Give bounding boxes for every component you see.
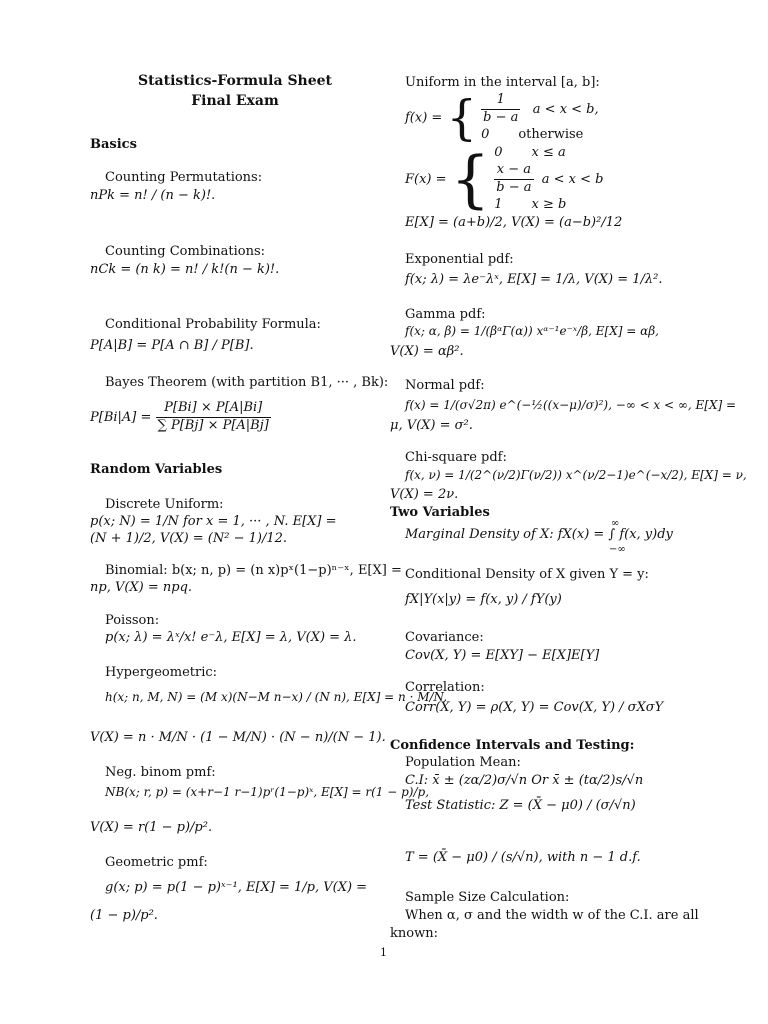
uniform-pdf-case1-den: b − a [483,109,519,125]
cond-prob-label: Conditional Probability Formula: [105,317,321,332]
ci-formula: C.I: x̄ ± (zα/2)σ/√n Or x̄ ± (tα/2)s/√n [405,773,644,788]
binomial-formula-2: np, V(X) = npq. [90,580,193,595]
bayes-denominator: ∑ P[Bj] × P[A|Bj] [157,417,269,433]
covariance-label: Covariance: [405,630,484,645]
uniform-cdf-case1-cond: x ≤ a [531,145,566,160]
gamma-formula-2: V(X) = αβ². [390,344,464,359]
uniform-cdf-case3-cond: x ≥ b [531,196,567,212]
sample-size-text-1: When α, σ and the width w of the C.I. are all [405,908,699,923]
uniform-cdf-case2-num: x − a [494,162,533,180]
uniform-label: Uniform in the interval [a, b]: [405,75,600,90]
page-number: 1 [380,946,387,959]
uniform-cdf-case2-cond: a < x < b [541,171,604,187]
two-variables-heading: Two Variables [390,505,490,520]
population-mean-label: Population Mean: [405,755,521,770]
uniform-cdf [405,142,604,216]
hypergeometric-formula-1: h(x; n, M, N) = (M x)(N−M n−x) / (N n), E[X] = n · M/N, [105,690,448,704]
chi-square-formula-2: V(X) = 2ν. [390,487,459,502]
neg-binom-label: Neg. binom pmf: [105,765,216,780]
uniform-cdf-case2-den: b − a [496,179,532,195]
normal-formula-1: f(x) = 1/(σ√2π) e^(−½((x−μ)/σ)²), −∞ < x < ∞, E[X] = [405,398,737,412]
neg-binom-formula-2: V(X) = r(1 − p)/p². [90,820,213,835]
uniform-cdf-case1-val: 0 [494,145,503,160]
geometric-formula-1: g(x; p) = p(1 − p)ˣ⁻¹, E[X] = 1/p, V(X) = [105,880,368,895]
uniform-pdf-case2-val: 0 [481,126,490,142]
discrete-uniform-formula-2: (N + 1)/2, V(X) = (N² − 1)/12. [90,531,288,546]
exponential-formula: f(x; λ) = λe⁻λˣ, E[X] = 1/λ, V(X) = 1/λ². [405,272,663,287]
conditional-density-formula: fX|Y(x|y) = f(x, y) / fY(y) [405,592,562,607]
discrete-uniform-label: Discrete Uniform: [105,497,224,512]
normal-formula-2: μ, V(X) = σ². [390,418,473,433]
bayes-lhs: P[Bi|A] = [90,409,152,425]
hypergeometric-formula-2: V(X) = n · M/N · (1 − M/N) · (N − n)/(N − 1). [90,730,386,745]
neg-binom-formula-1: NB(x; r, p) = (x+r−1 r−1)pʳ(1−p)ˣ, E[X] = r(1 − p)/p, [105,785,430,799]
correlation-formula: Corr(X, Y) = ρ(X, Y) = Cov(X, Y) / σXσY [405,700,664,715]
poisson-formula: p(x; λ) = λˣ/x! e⁻λ, E[X] = λ, V(X) = λ. [105,630,357,645]
ci-heading: Confidence Intervals and Testing: [390,738,635,753]
correlation-label: Correlation: [405,680,485,695]
chi-square-formula-1: f(x, ν) = 1/(2^(ν/2)Γ(ν/2)) x^(ν/2−1)e^(−x/2), E[X] = ν, [405,468,747,482]
normal-label: Normal pdf: [405,378,485,393]
poisson-label: Poisson: [105,613,160,628]
bayes-label: Bayes Theorem (with partition B1, ··· , Bk): [105,375,389,390]
basics-heading: Basics [90,137,137,152]
uniform-moments: E[X] = (a+b)/2, V(X) = (a−b)²/12 [405,215,623,230]
left-brace-icon: { [446,89,477,146]
gamma-label: Gamma pdf: [405,307,486,322]
left-brace-icon: { [450,142,491,216]
perm-label: Counting Permutations: [105,170,263,185]
uniform-pdf-case1-cond: a < x < b [532,101,595,117]
conditional-density-label: Conditional Density of X given Y = y: [405,567,649,582]
marginal-upper-limit: ∞ [611,518,620,529]
sheet-subtitle: Final Exam [191,93,279,109]
uniform-pdf-case1-num: 1 [481,92,520,110]
sheet-title: Statistics-Formula Sheet [137,73,333,89]
geometric-formula-2: (1 − p)/p². [90,908,158,923]
discrete-uniform-formula-1: p(x; N) = 1/N for x = 1, ··· , N. E[X] = [90,514,337,529]
t-statistic: T = (X̄ − μ0) / (s/√n), with n − 1 d.f. [405,850,641,865]
uniform-pdf [405,89,599,146]
bayes-numerator: P[Bi] × P[A|Bi] [156,400,271,418]
random-variables-heading: Random Variables [90,462,223,477]
exponential-label: Exponential pdf: [405,252,514,267]
hypergeometric-label: Hypergeometric: [105,665,218,680]
chi-square-label: Chi-square pdf: [405,450,507,465]
gamma-formula-1: f(x; α, β) = 1/(βᵅΓ(α)) xᵅ⁻¹e⁻ˣ/β, E[X] = αβ, [405,324,659,338]
uniform-pdf-case2-cond: otherwise [518,126,584,142]
uniform-pdf-lhs: f(x) = [405,110,443,126]
sample-size-text-2: known: [390,926,438,941]
sample-size-label: Sample Size Calculation: [405,890,570,905]
uniform-cdf-lhs: F(x) = [405,171,447,187]
cond-prob-formula: P[A|B] = P[A ∩ B] / P[B]. [90,338,254,353]
test-statistic: Test Statistic: Z = (X̄ − μ0) / (σ/√n) [405,798,636,813]
covariance-formula: Cov(X, Y) = E[XY] − E[X]E[Y] [405,648,600,663]
perm-formula: nPk = n! / (n − k)!. [90,188,216,203]
geometric-label: Geometric pmf: [105,855,208,870]
comb-formula: nCk = (n k) = n! / k!(n − k)!. [90,262,280,277]
binomial-formula-1: Binomial: b(x; n, p) = (n x)pˣ(1−p)ⁿ⁻ˣ, E[X] = [105,563,402,578]
bayes-fraction [156,400,271,435]
uniform-pdf-cases: $\frac{1}{b - a}$ a < x < b, 0 otherwise [481,92,599,142]
marginal-density: Marginal Density of X: fX(x) = ∫ f(x, y)dy [405,527,673,542]
bayes-formula [90,400,271,435]
marginal-lower-limit: −∞ [609,544,626,555]
comb-label: Counting Combinations: [105,244,266,259]
uniform-cdf-cases [494,145,603,214]
uniform-cdf-case3-val: 1 [494,196,503,212]
